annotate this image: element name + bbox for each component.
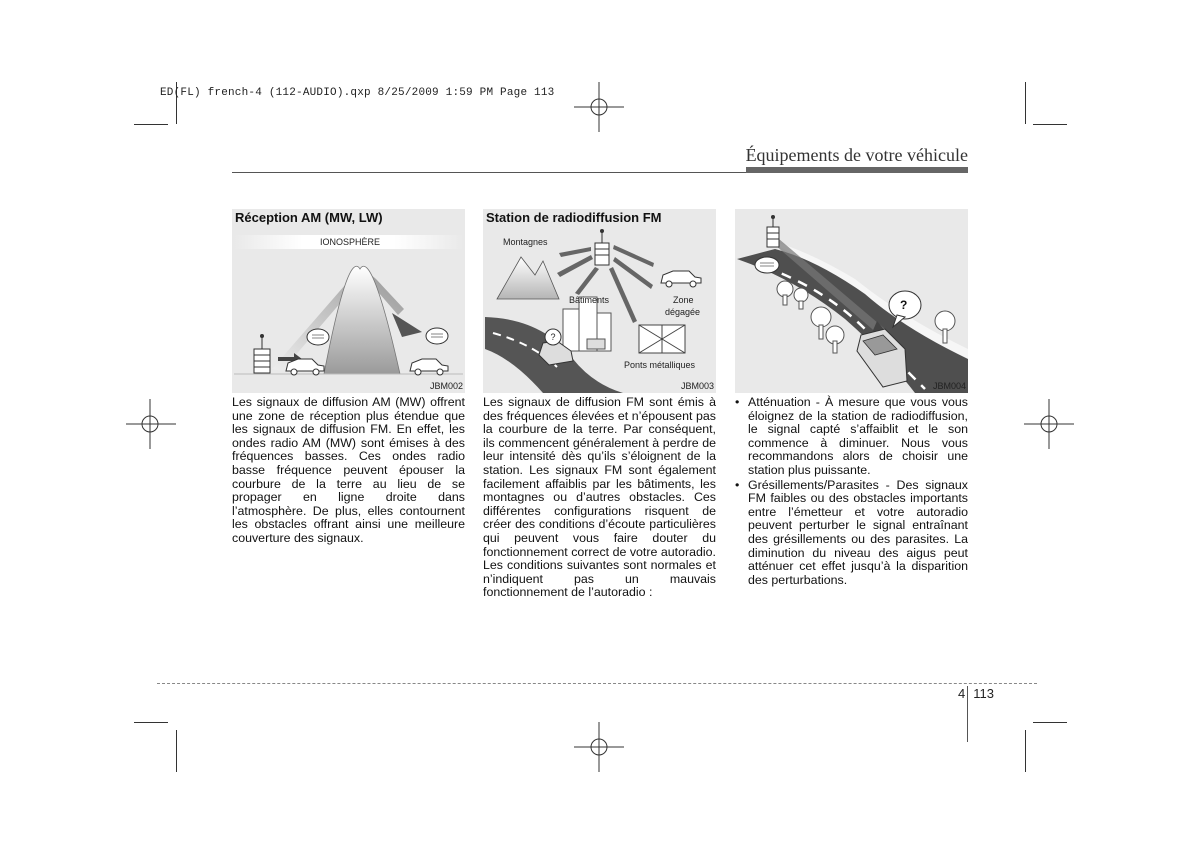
figure-code: JBM002 (429, 381, 463, 391)
question-bubble-icon (545, 329, 561, 345)
chapter-number: 4 (958, 686, 966, 701)
mountains (497, 257, 559, 299)
figure-title: Station de radiodiffusion FM (486, 210, 662, 225)
figure-am-reception (232, 209, 465, 393)
wave-arrowhead (392, 313, 422, 337)
music-bubble-icon (426, 328, 448, 344)
interference-diagram (735, 209, 968, 393)
figure-fm-station (483, 209, 716, 393)
crop-mark (1025, 730, 1026, 772)
car-icon (286, 359, 324, 375)
buildings (563, 297, 611, 351)
registration-mark-top (574, 82, 624, 132)
car-icon (410, 359, 448, 375)
registration-mark-bottom (574, 722, 624, 772)
middle-column-text: Les signaux de diffusion FM sont émis à des fréquences élevées et n’épousent pas la courbure de la terre. Par conséquent, ils commencent généralement à perdre de leur intensité dès qu’ils s’éloignent de la station. Les signaux FM sont également facilement affaiblis par les bâtiments, les montagnes ou d’autres obstacles. Ces différentes configurations risquent de créer des conditions d’écoute particulières qui peuvent vous faire douter du fonctionnement correct de votre autoradio. Les conditions suivantes sont normales et n’indiquent pas un mauvais fonctionnement de l’autoradio : (483, 395, 716, 600)
metal-bridge (639, 325, 685, 353)
list-item (735, 396, 968, 478)
mountain (324, 266, 400, 374)
bullet-marker: • (735, 395, 740, 409)
crop-mark (134, 722, 168, 723)
radio-tower-icon (767, 215, 779, 247)
open-zone-label: Zone (673, 295, 694, 305)
crop-mark (1033, 124, 1067, 125)
footer-rule (157, 683, 1037, 684)
print-slug: ED(FL) french-4 (112-AUDIO).qxp 8/25/2009 1:59 PM Page 113 (160, 87, 555, 99)
car-icon (661, 271, 701, 287)
header-rule (232, 172, 746, 173)
figure-title: Réception AM (MW, LW) (235, 210, 383, 225)
list-item (735, 479, 968, 588)
open-zone-label: dégagée (665, 307, 701, 317)
conditions-list (735, 396, 968, 588)
metal-bridges-label: Ponts métalliques (624, 360, 696, 370)
figure-code: JBM004 (932, 381, 966, 391)
figure-fm-interference (735, 209, 968, 393)
crop-mark (176, 730, 177, 772)
radio-tower-icon (595, 229, 609, 265)
question-mark: ? (900, 298, 908, 312)
crop-mark (1033, 722, 1067, 723)
crop-mark (134, 124, 168, 125)
section-title: Équipements de votre véhicule (745, 145, 968, 165)
music-bubble-icon (307, 329, 329, 345)
crop-mark (1025, 82, 1026, 124)
page-number (958, 686, 994, 701)
bullet-marker: • (735, 477, 740, 492)
bullet-text: Grésillements/Parasites - Des signaux FM faibles ou des obstacles importants entre l’émetteur et votre autoradio peuvent perturber le signal entraînant des grésillements ou des parasites. La diminution du niveau des aigus peut atténuer cet effet jusqu’à la disparition des perturbations. (748, 477, 968, 587)
registration-mark-left (126, 399, 176, 449)
page-number-value: 113 (973, 686, 994, 701)
registration-mark-right (1024, 399, 1074, 449)
music-bubble-icon (755, 257, 779, 273)
radio-tower-icon (254, 334, 270, 373)
ionosphere-label: IONOSPHÈRE (320, 237, 381, 247)
figure-code: JBM003 (680, 381, 714, 391)
buildings-label: Bâtiments (569, 295, 610, 305)
bullet-text: Atténuation - À mesure que vous vous éloignez de la station de radiodiffusion, le signal capté s’affaiblit et le son commence à diminuer. Nous vous recommandons alors de choisir une station plus puissante. (748, 395, 968, 477)
mountains-label: Montagnes (503, 237, 548, 247)
svg-text:?: ? (550, 332, 556, 342)
left-column-text: Les signaux de diffusion AM (MW) offrent une zone de réception plus étendue que les signaux de diffusion FM. En effet, les ondes radio AM (MW) sont émises à des fréquences basses. Ces ondes radio basse fréquence peuvent épouser la courbure de la terre au lieu de se propager en ligne droite dans l’atmosphère. De plus, elles contournent les obstacles offrant ainsi une meilleure couverture des signaux. (232, 395, 465, 545)
header-rule-bar (746, 167, 968, 173)
